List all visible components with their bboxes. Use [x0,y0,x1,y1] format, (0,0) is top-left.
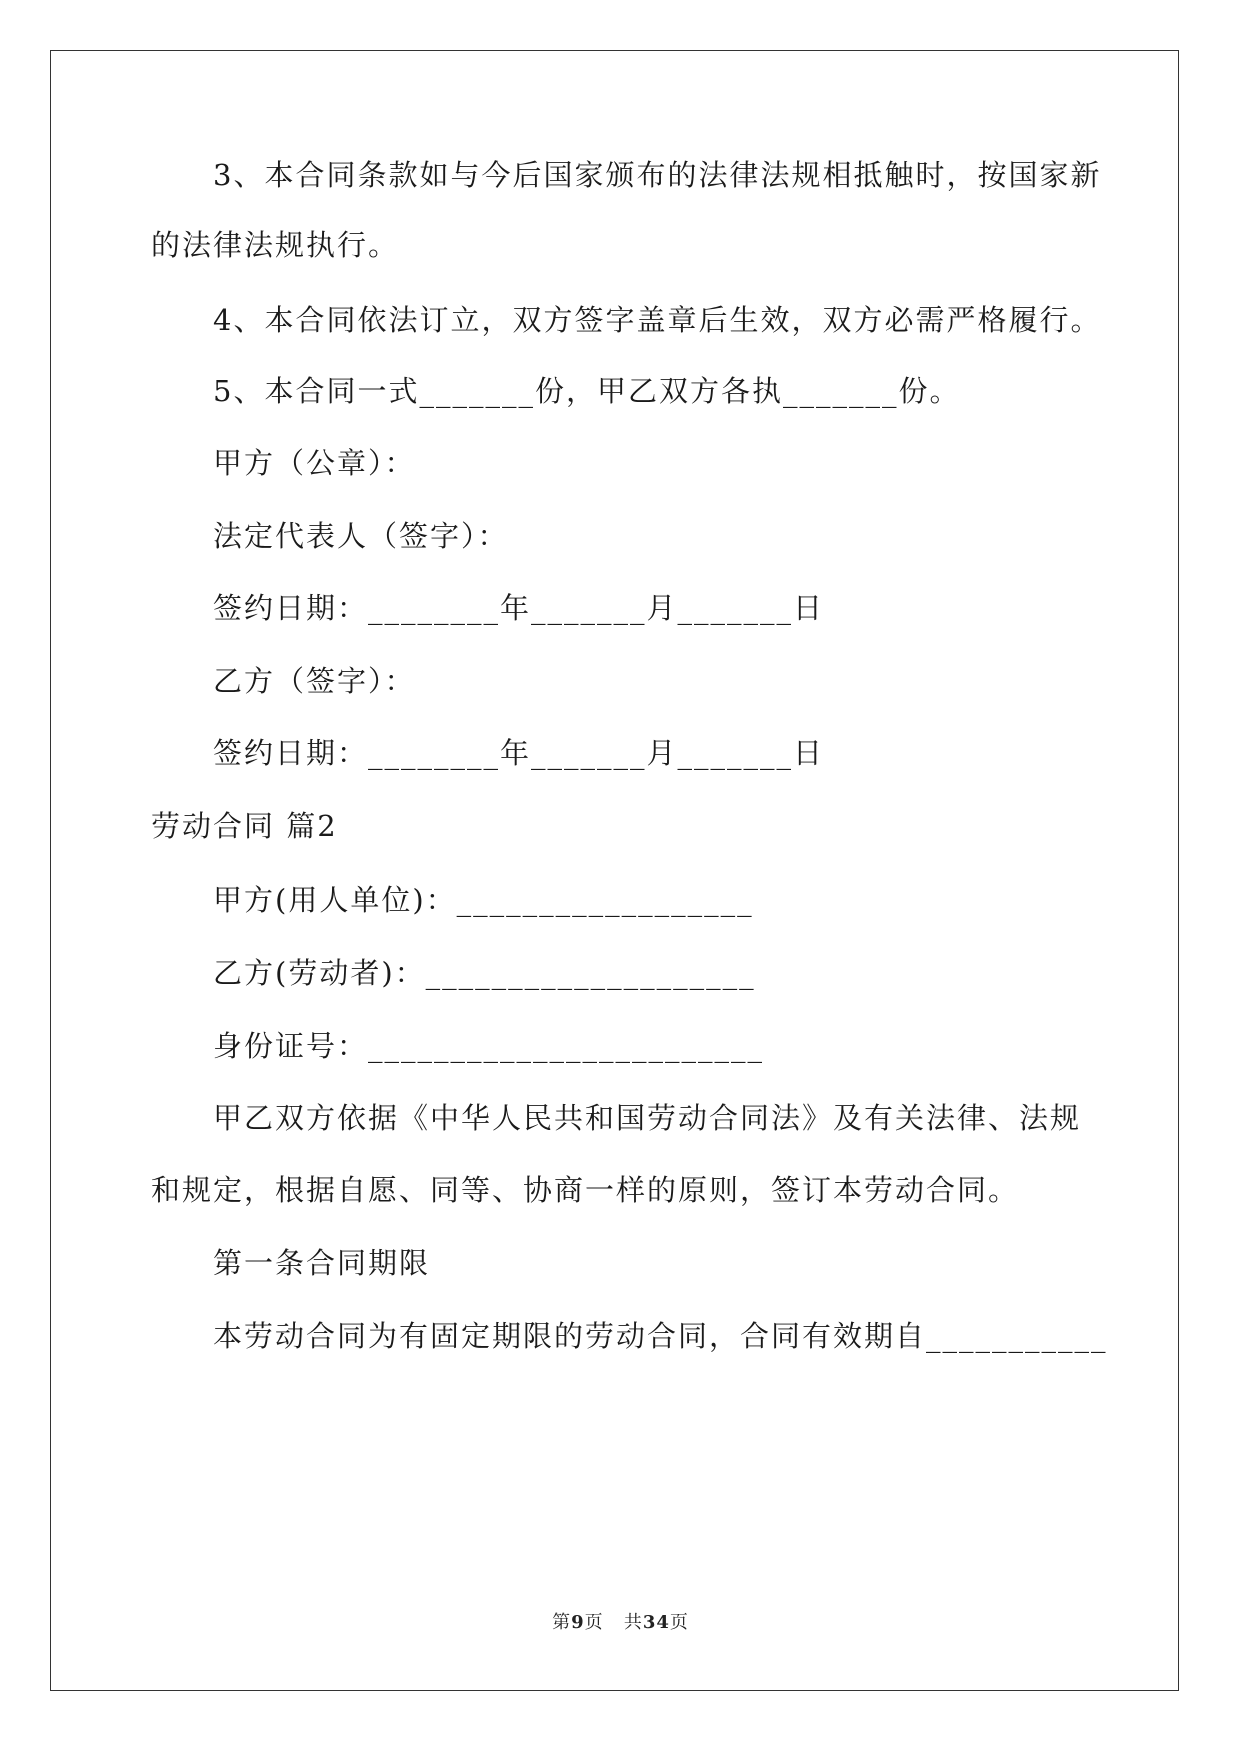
footer-page-suffix: 页 [584,1612,604,1633]
preamble-line-1: 甲乙双方依据《中华人民共和国劳动合同法》及有关法律、法规 [213,1101,1082,1135]
section-heading: 劳动合同 篇2 [151,809,338,843]
page-frame [50,50,1179,1691]
footer-prefix: 第 [552,1612,572,1633]
employee-field: 乙方(劳动者)：____________________ [213,956,756,990]
clause-4: 4、本合同依法订立，双方签字盖章后生效，双方必需严格履行。 [213,303,1102,337]
employer-field: 甲方(用人单位)：__________________ [213,883,754,917]
sign-date-b: 签约日期：________年_______月_______日 [213,736,825,770]
party-b-sign: 乙方（签字）： [213,664,416,698]
legal-representative: 法定代表人（签字）： [213,519,509,553]
footer-total-prefix: 共 [623,1612,643,1633]
page-footer [0,1608,1241,1634]
footer-total-pages: 34 [642,1612,670,1633]
clause-3-line-2: 的法律法规执行。 [151,228,400,262]
footer-total-suffix: 页 [669,1612,689,1633]
article-1-text: 本劳动合同为有固定期限的劳动合同，合同有效期自___________ [213,1319,1108,1353]
article-1-title: 第一条合同期限 [213,1246,431,1280]
clause-5: 5、本合同一式_______份，甲乙双方各执_______份。 [213,374,961,408]
clause-3-line-1: 3、本合同条款如与今后国家颁布的法律法规相抵触时，按国家新 [213,158,1102,192]
preamble-line-2: 和规定，根据自愿、同等、协商一样的原则，签订本劳动合同。 [151,1173,1020,1207]
footer-page-number: 9 [571,1612,585,1633]
id-number-field: 身份证号：________________________ [213,1029,765,1063]
party-a-seal: 甲方（公章）： [213,446,416,480]
sign-date-a: 签约日期：________年_______月_______日 [213,591,825,625]
